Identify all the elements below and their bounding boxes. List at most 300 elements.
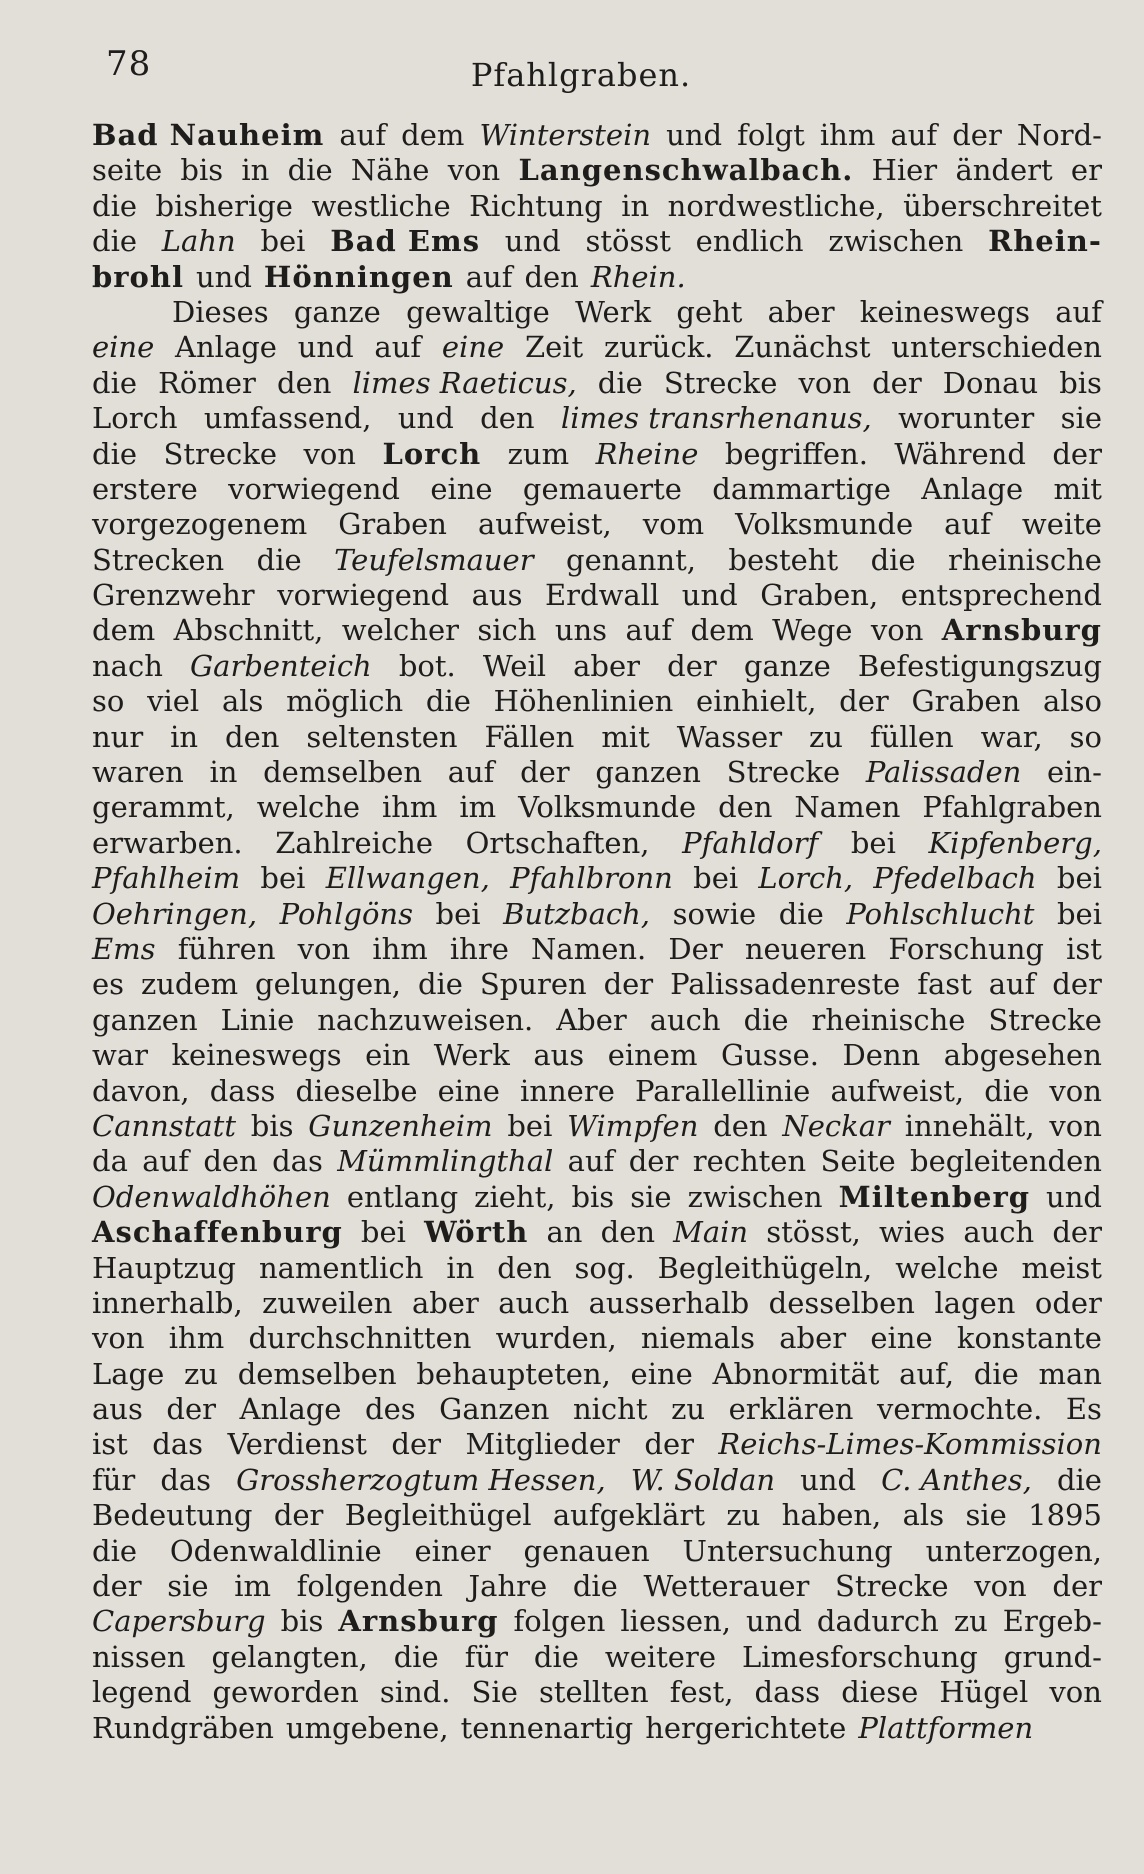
word: Limesforschung [741, 1639, 978, 1674]
word: den [524, 259, 579, 294]
text-line [92, 932, 1102, 967]
text-line [92, 1392, 1102, 1427]
word: Nord- [1016, 118, 1102, 152]
text-line [92, 1286, 1102, 1321]
word: von [798, 365, 852, 400]
word: Hauptzug [92, 1250, 236, 1285]
word: die [1056, 1462, 1102, 1497]
word: ganze [293, 294, 381, 329]
italic-word: Rheine [595, 436, 699, 471]
word: folgenden [296, 1569, 443, 1604]
word: auf, [899, 1356, 955, 1391]
word: war, [980, 719, 1043, 754]
text-line [92, 1321, 1102, 1356]
word: Römer [158, 365, 256, 400]
word: zieht, [474, 1179, 556, 1214]
word: möglich [286, 684, 404, 719]
text-line [92, 224, 1102, 259]
word: auf [1055, 294, 1102, 329]
text-line [92, 1109, 1102, 1144]
text-line [92, 1463, 1102, 1498]
word: erklären [728, 1392, 854, 1427]
word: Anlage [175, 330, 277, 365]
bold-word: Arnsburg [941, 613, 1102, 648]
word: die [973, 1356, 1019, 1391]
word: aber [767, 294, 835, 329]
word: Seite [820, 1144, 896, 1179]
word: der [1052, 436, 1102, 471]
word: führen [177, 931, 276, 966]
word: die [393, 1639, 439, 1674]
word: Lorch [92, 401, 178, 436]
word: und [196, 259, 252, 294]
word: viel [147, 684, 200, 719]
word: Jahre [468, 1569, 548, 1604]
word: ihm [819, 118, 876, 152]
word: aber [573, 648, 641, 683]
word: die [417, 967, 463, 1002]
word: die [256, 542, 302, 577]
word: nissen [92, 1639, 186, 1674]
bold-word: Bad Ems [330, 224, 481, 259]
word: Höhenlinien [493, 684, 674, 719]
bold-word: Lorch [382, 436, 482, 471]
word: und [504, 224, 561, 259]
word: bis [280, 1604, 324, 1639]
text-line [92, 613, 1102, 648]
italic-word: Ems [92, 931, 156, 966]
word: für [464, 1639, 508, 1674]
word: der [166, 1392, 216, 1427]
word: dem [92, 613, 156, 648]
word: Lage [92, 1356, 165, 1391]
italic-word: W. Soldan [630, 1462, 776, 1497]
word: keineswegs [171, 1038, 342, 1073]
word: gemauerte [522, 471, 682, 506]
word: vorgezogenem [92, 507, 308, 542]
word: eine [870, 1321, 933, 1356]
word: folgt [737, 118, 805, 152]
word: Begleithügel [344, 1498, 532, 1533]
word: Hügel [939, 1675, 1029, 1710]
word: Linie [220, 1002, 295, 1037]
word: eine [430, 471, 493, 506]
word: waren [92, 755, 184, 790]
word: ein- [1046, 755, 1102, 790]
word: gelungen, [255, 967, 402, 1002]
word: entlang [346, 1179, 459, 1214]
word: von [1049, 1108, 1102, 1143]
word: Werk [575, 294, 652, 329]
word: ihm [372, 931, 428, 966]
word: Verdienst [227, 1427, 367, 1462]
word: Donau [942, 365, 1039, 400]
text-line [92, 260, 1102, 295]
word: mit [601, 719, 650, 754]
word: der [1052, 967, 1102, 1002]
word: ist [1066, 931, 1102, 966]
word: also [1043, 684, 1102, 719]
word: der [92, 1569, 142, 1604]
word: den [277, 365, 332, 400]
word: Pfahlgraben [922, 790, 1102, 825]
word: Gusse. [720, 1038, 819, 1073]
bold-word: Langenschwalbach. [518, 153, 854, 188]
word: einhielt, [696, 684, 817, 719]
italic-word: Plattformen [858, 1710, 1034, 1745]
word: bei [360, 1215, 406, 1250]
word: westliche [311, 188, 451, 223]
word: Graben [911, 684, 1021, 719]
italic-word: Gunzenheim [308, 1108, 493, 1143]
word: der [644, 1427, 694, 1462]
word: in [446, 1250, 475, 1285]
word: von [303, 436, 356, 471]
word: niemals [640, 1321, 755, 1356]
word: keineswegs [859, 294, 1030, 329]
word: davon, [92, 1073, 190, 1108]
word: dass [209, 1073, 276, 1108]
word: Anlage [921, 471, 1024, 506]
word: überschreitet [903, 188, 1102, 223]
word: auf [944, 507, 991, 542]
word: umgebene, [285, 1710, 449, 1745]
word: Volksmunde [518, 790, 697, 825]
word: war [92, 1038, 148, 1073]
word: Graben [338, 507, 447, 542]
bold-word: Wörth [424, 1215, 529, 1250]
word: zu [184, 1356, 218, 1391]
text-line [92, 507, 1102, 542]
word: so [92, 684, 125, 719]
word: stellten [538, 1675, 649, 1710]
word: die [743, 1002, 789, 1037]
text-line [92, 790, 1102, 825]
page-header [0, 36, 1144, 96]
word: die [425, 684, 471, 719]
word: innerhalb, [92, 1285, 243, 1320]
word: Forschung [888, 931, 1044, 966]
word: bei [260, 224, 306, 259]
body-text [92, 118, 1102, 1746]
word: in [621, 188, 650, 223]
word: namentlich [258, 1250, 424, 1285]
word: geworden [212, 1675, 359, 1710]
word: uns [554, 613, 608, 648]
word: unterzogen, [925, 1533, 1102, 1568]
word: Ortschaften, [465, 825, 650, 860]
word: Wetterauer [643, 1569, 810, 1604]
word: man [1038, 1356, 1102, 1391]
word: den [497, 1250, 552, 1285]
text-line [92, 1711, 1102, 1746]
word: desselben [768, 1285, 915, 1320]
word: in [241, 153, 270, 188]
word: an [546, 1215, 583, 1250]
word: Strecke [726, 755, 841, 790]
word: bei [435, 896, 481, 931]
word: worunter [898, 401, 1035, 436]
italic-word: Pfedelbach [873, 861, 1037, 896]
word: des [365, 1392, 416, 1427]
text-line [92, 1003, 1102, 1038]
word: zuweilen [262, 1285, 393, 1320]
word: die [92, 436, 138, 471]
word: Wege [772, 613, 853, 648]
word: von [447, 153, 501, 188]
word: nach [92, 648, 163, 683]
word: Odenwaldlinie [169, 1533, 382, 1568]
italic-word: Rhein. [590, 259, 686, 294]
word: bis [180, 153, 224, 188]
word: von [870, 613, 924, 648]
italic-word: limes transrhenanus, [560, 401, 872, 436]
word: Ganzen [439, 1392, 550, 1427]
word: auch [649, 1002, 721, 1037]
text-line [92, 472, 1102, 507]
word: zwischen [687, 1179, 823, 1214]
word: folgen [513, 1604, 606, 1639]
word: die [92, 1533, 138, 1568]
word: sie [1060, 401, 1102, 436]
word: Ergeb- [1002, 1604, 1102, 1639]
word: eine [630, 1356, 693, 1391]
italic-word: Pohlschlucht [846, 896, 1035, 931]
word: der [872, 365, 922, 400]
word: er [1070, 153, 1102, 188]
italic-word: Lorch, [758, 861, 854, 896]
word: auf [465, 259, 513, 294]
word: ihm [381, 790, 438, 825]
word: aufgeklärt [552, 1498, 705, 1533]
word: eine [437, 1073, 500, 1108]
word: genannt, [566, 542, 696, 577]
text-line [92, 1675, 1102, 1710]
word: bei [507, 1108, 553, 1143]
word: aber [411, 1285, 479, 1320]
word: zu [809, 719, 843, 754]
word: von [297, 931, 351, 966]
word: der [603, 967, 654, 1002]
word: von [1049, 1675, 1102, 1710]
word: zum [507, 436, 570, 471]
word: unterschieden [891, 330, 1102, 365]
word: auf [567, 1144, 615, 1179]
italic-word: Teufelsmauer [334, 542, 534, 577]
word: die [533, 1639, 579, 1674]
word: besteht [728, 542, 839, 577]
word: zurück. [603, 330, 714, 365]
word: sind. [379, 1675, 451, 1710]
word: für [92, 1462, 136, 1497]
word: zu [953, 1604, 988, 1639]
word: dass [754, 1675, 821, 1710]
text-line [92, 1074, 1102, 1109]
word: Abschnitt, [173, 613, 324, 648]
italic-word: Main [673, 1215, 749, 1250]
word: Strecke [163, 436, 277, 471]
word: und [745, 1604, 802, 1639]
word: der [839, 684, 889, 719]
word: ihre [449, 931, 509, 966]
word: Erdwall [545, 578, 660, 613]
word: ändert [955, 153, 1053, 188]
word: bei [1056, 896, 1102, 931]
text-line [92, 826, 1102, 861]
word: auf [447, 755, 495, 790]
word: Parallellinie [635, 1073, 811, 1108]
word: gewaltige [406, 294, 550, 329]
text-line [92, 189, 1102, 224]
text-line [92, 967, 1102, 1002]
word: vorwiegend [228, 471, 400, 506]
italic-word: Kipfenberg, [928, 825, 1102, 860]
word: geht [676, 294, 743, 329]
word: erwarben. [92, 825, 243, 860]
word: nur [92, 719, 144, 754]
word: bis [571, 1179, 615, 1214]
bold-word: Rhein- [988, 224, 1102, 259]
word: grund- [1003, 1639, 1102, 1674]
bold-word: Hönningen [263, 259, 454, 294]
word: Spuren [479, 967, 587, 1002]
text-line [92, 295, 1102, 330]
word: Es [1065, 1392, 1102, 1427]
word: bis [250, 1108, 294, 1143]
word: bis [1059, 365, 1102, 400]
word: die [572, 1569, 618, 1604]
word: nicht [572, 1392, 648, 1427]
word: ganzen [92, 1002, 198, 1037]
word: Palissadenreste [670, 967, 901, 1002]
word: oder [1034, 1285, 1102, 1320]
word: Strecken [92, 542, 225, 577]
word: die [870, 542, 916, 577]
word: sie [167, 1569, 209, 1604]
text-line [92, 1251, 1102, 1286]
word: diese [841, 1675, 919, 1710]
italic-word: Palissaden [865, 755, 1022, 790]
italic-word: Pfahldorf [682, 825, 819, 860]
word: zu [671, 1392, 706, 1427]
word: bei [693, 861, 739, 896]
word: in [170, 719, 199, 754]
text-line [92, 755, 1102, 790]
word: genauen [523, 1533, 650, 1568]
text-line [92, 897, 1102, 932]
italic-word: Lahn [161, 224, 236, 259]
bold-word: Bad Nauheim [92, 118, 325, 152]
word: Weil [482, 648, 547, 683]
word: die [597, 365, 643, 400]
word: von [974, 1569, 1027, 1604]
word: Bedeutung [92, 1498, 253, 1533]
word: Zahlreiche [275, 825, 434, 860]
word: nordwestliche, [667, 188, 885, 223]
word: aus [471, 578, 523, 613]
word: und [297, 330, 354, 365]
word: rheinische [948, 542, 1102, 577]
word: als [221, 684, 264, 719]
word: stösst [585, 224, 671, 259]
word: weitere [604, 1639, 716, 1674]
word: in [209, 755, 238, 790]
word: bei [850, 825, 896, 860]
word: welche [256, 790, 361, 825]
word: Grenzwehr [92, 578, 255, 613]
text-line [92, 437, 1102, 472]
italic-word: Pohlgöns [279, 896, 413, 931]
word: das [272, 1144, 323, 1179]
word: abgesehen [943, 1038, 1102, 1073]
word: Abnormität [712, 1356, 880, 1391]
word: Richtung [469, 188, 603, 223]
word: bot. [398, 648, 456, 683]
word: dammartige [712, 471, 891, 506]
word: lagen [934, 1285, 1016, 1320]
text-line [92, 861, 1102, 896]
word: rechten [692, 1144, 807, 1179]
italic-word: Oehringen, [92, 896, 258, 931]
word: Befestigungszug [857, 648, 1102, 683]
word: innehält, [904, 1108, 1035, 1143]
word: und [666, 118, 723, 152]
word: den [480, 401, 535, 436]
italic-word: Mümmlingthal [337, 1144, 554, 1179]
word: auf [339, 118, 387, 152]
word: tennenartig [460, 1710, 634, 1745]
word: es [92, 967, 125, 1002]
word: die [778, 896, 824, 931]
text-line [92, 720, 1102, 755]
word: Strecke [835, 1569, 949, 1604]
word: dem [401, 118, 465, 152]
word: welcher [341, 613, 459, 648]
word: durchschnitten [248, 1321, 472, 1356]
word: Dieses [172, 294, 269, 329]
text-line [92, 543, 1102, 578]
italic-word: Pfahlheim [92, 861, 241, 896]
word: stösst, [766, 1215, 861, 1250]
bold-word: Miltenberg [838, 1179, 1031, 1214]
word: Zeit [524, 330, 584, 365]
word: Nähe [350, 153, 430, 188]
word: die [92, 224, 138, 259]
word: Strecke [663, 365, 778, 400]
word: vermochte. [877, 1392, 1043, 1427]
word: gerammt, [92, 790, 235, 825]
word: entsprechend [900, 578, 1102, 613]
word: das [152, 1427, 203, 1462]
word: Fällen [484, 719, 575, 754]
text-line [92, 1569, 1102, 1604]
word: bei [260, 861, 306, 896]
word: auch [498, 1285, 570, 1320]
italic-word: Odenwaldhöhen [92, 1179, 331, 1214]
word: zudem [140, 967, 239, 1002]
italic-word: Neckar [782, 1108, 890, 1143]
word: den [713, 1108, 768, 1143]
italic-word: C. Anthes, [881, 1462, 1032, 1497]
word: das [160, 1462, 212, 1497]
word: im [234, 1569, 271, 1604]
italic-word: eine [441, 330, 505, 365]
word: sich [477, 613, 537, 648]
italic-word: Ellwangen, [325, 861, 490, 896]
word: Werk [433, 1038, 510, 1073]
word: rheinische [811, 1002, 966, 1037]
text-line [92, 1357, 1102, 1392]
